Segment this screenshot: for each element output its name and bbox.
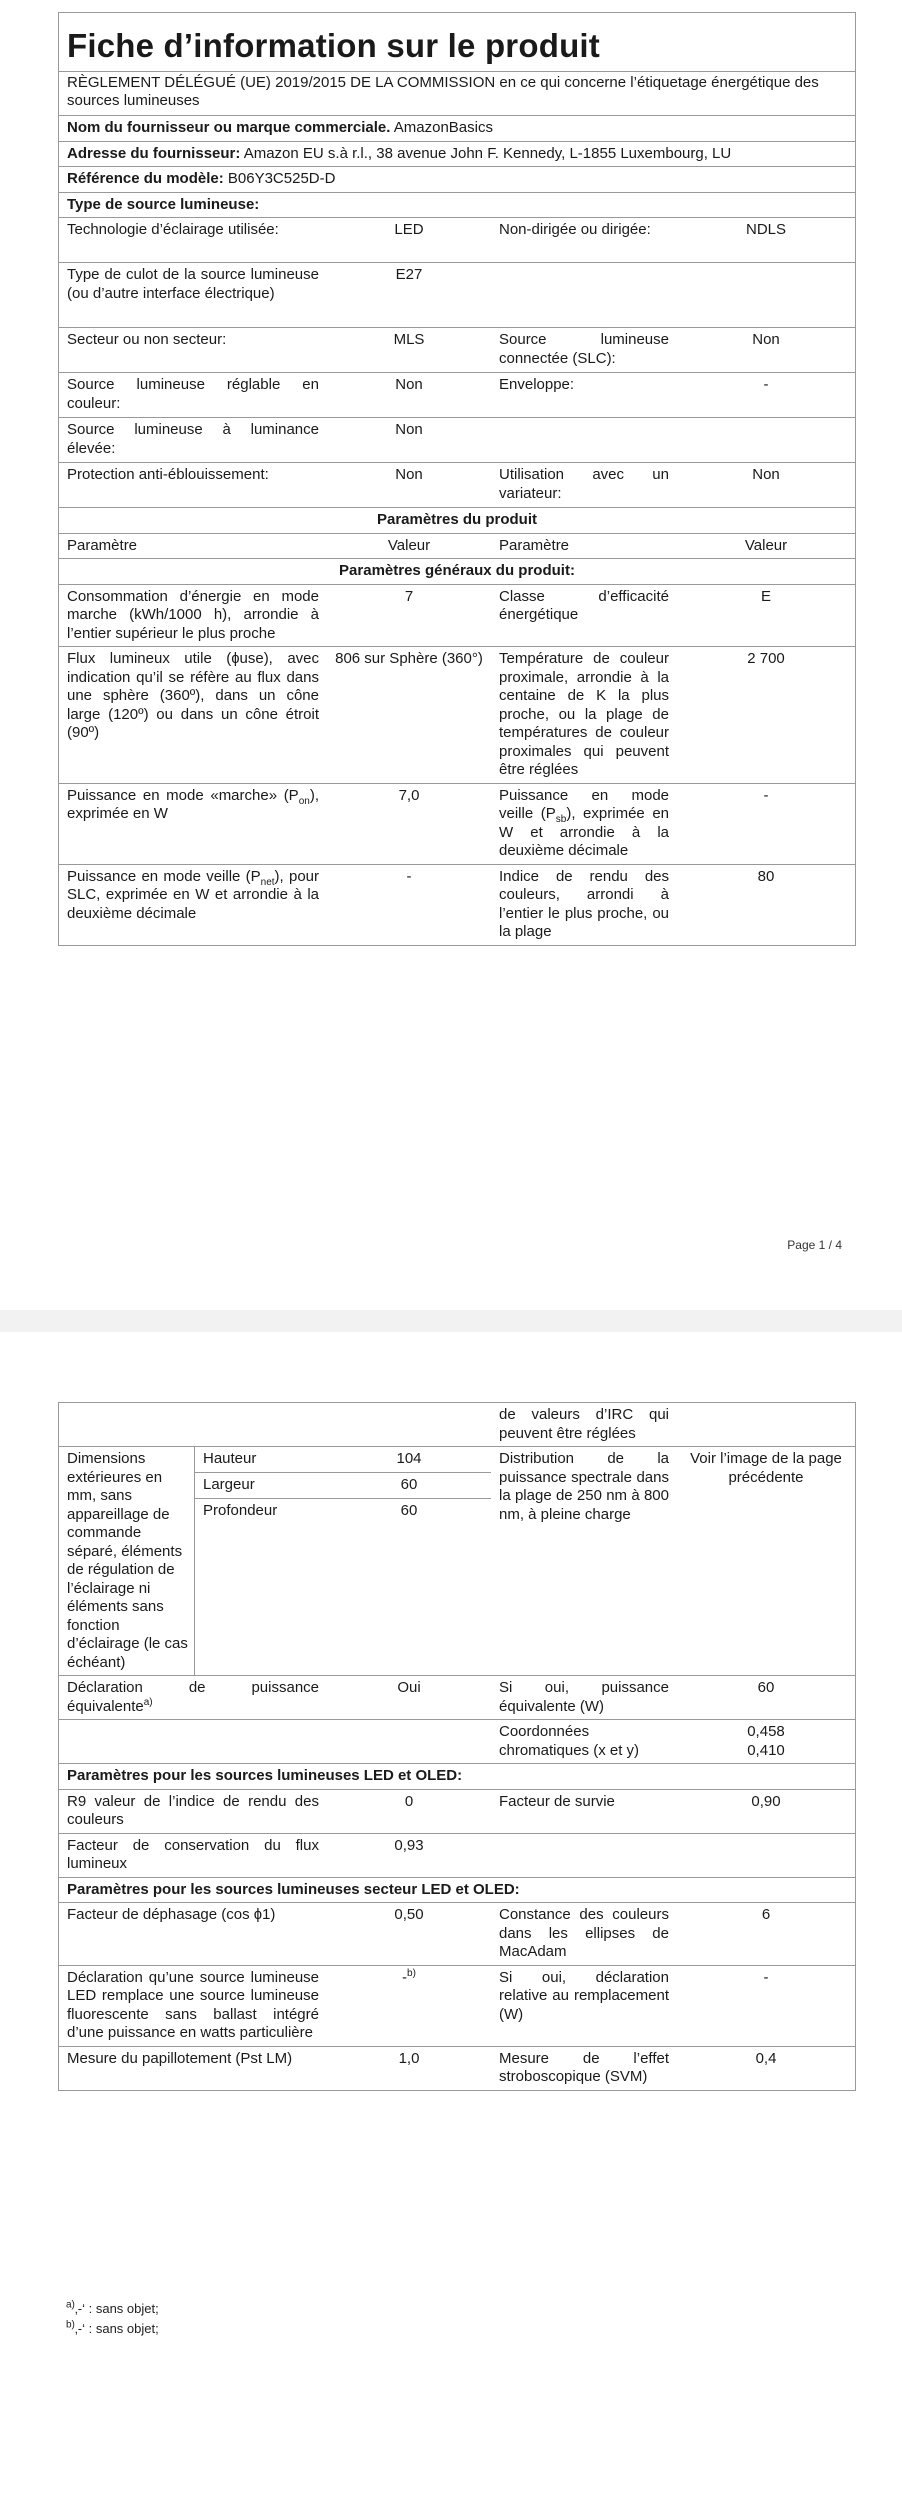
table-row <box>59 1719 855 1763</box>
regulation-subtitle: RÈGLEMENT DÉLÉGUÉ (UE) 2019/2015 DE LA COMMISSION en ce qui concerne l’étiquetage énergétique des sources lumineuses <box>67 74 819 109</box>
param-label <box>59 1720 327 1763</box>
param-label: Mesure de l’effet stroboscopique (SVM) <box>499 2049 669 2085</box>
param-value: 0,93 <box>394 1836 424 1854</box>
table-row <box>59 2046 855 2090</box>
dimension-row <box>195 1499 491 1524</box>
product-params-heading-row <box>59 507 855 533</box>
param-label: Puissance en mode veille $(P_{net})$, pour SLC, exprimée en W et arrondie à la deuxième décimale <box>67 867 319 922</box>
param-value: Oui <box>397 1679 421 1696</box>
param-value: -$^{b)}$ <box>402 1967 416 1986</box>
param-label: Déclaration de puissance équivalente$^{a)}$ <box>67 1679 319 1715</box>
param-label: Source lumineuse à luminance élevée: <box>67 421 319 457</box>
column-header-param: Paramètre <box>67 536 138 554</box>
param-value <box>327 1720 491 1763</box>
dimension-name: Profondeur <box>203 1502 278 1519</box>
dimension-name: Hauteur <box>203 1450 257 1467</box>
dimensions-row <box>59 1446 855 1675</box>
param-value <box>677 263 855 327</box>
param-value: 7,0 <box>398 786 420 804</box>
led-params-heading: Paramètres pour les sources lumineuses LED et OLED: <box>67 1767 463 1784</box>
dimension-value: 104 <box>396 1450 422 1467</box>
param-label <box>491 418 677 462</box>
param-value: 2 700 <box>747 650 785 667</box>
table-row <box>59 864 855 945</box>
param-label: Protection anti-éblouissement: <box>67 466 269 483</box>
param-value: 806 sur Sphère (360°) <box>335 650 483 667</box>
supplier-name-value: AmazonBasics <box>393 119 493 136</box>
model-reference-row <box>59 166 855 192</box>
param-value: 0,50 <box>394 1906 424 1923</box>
param-value: Non <box>395 376 423 393</box>
param-value <box>677 1834 855 1877</box>
mains-params-heading: Paramètres pour les sources lumineuses secteur LED et OLED: <box>67 1880 520 1898</box>
table-row <box>59 1675 855 1719</box>
param-label: Coordonnées chromatiques (x et y) <box>499 1723 640 1759</box>
param-label: Facteur de survie <box>499 1792 615 1810</box>
param-value: 1,0 <box>398 2049 420 2067</box>
param-label: Constance des couleurs dans les ellipses de MacAdam <box>499 1906 669 1960</box>
general-params-heading-row <box>59 558 855 584</box>
param-label: Type de culot de la source lumineuse (ou d’autre interface électrique) <box>67 266 319 302</box>
table-row <box>59 646 855 783</box>
supplier-address-row <box>59 141 855 167</box>
param-value: - <box>763 786 769 804</box>
param-value: - <box>763 376 769 393</box>
param-label: Puissance en mode «marche» $(P_{on})$, exprimée en W <box>67 786 319 822</box>
param-value: Non <box>752 331 780 348</box>
footnote: $^{a)}$‚-‘ : sans objet; <box>66 2299 159 2316</box>
param-label: Indice de rendu des couleurs, arrondi à l’entier le plus proche, ou la plage <box>499 867 669 940</box>
param-value: NDLS <box>745 221 786 238</box>
param-label: Puissance en mode veille $(P_{sb})$, exprimée en W et arrondie à la deuxième décimale <box>499 786 670 859</box>
mains-params-heading-row <box>59 1877 855 1903</box>
param-value: MLS <box>393 331 425 348</box>
param-value: 7 <box>404 587 414 605</box>
product-params-heading: Paramètres du produit <box>376 511 538 528</box>
supplier-name-label: Nom du fournisseur ou marque commerciale. <box>67 119 391 136</box>
footnote: $^{b)}$‚-‘ : sans objet; <box>66 2319 159 2336</box>
dimension-row <box>195 1447 491 1473</box>
led-params-heading-row <box>59 1763 855 1789</box>
supplier-address-value: Amazon EU s.à r.l., 38 avenue John F. Kennedy, L-1855 Luxembourg, LU <box>243 144 732 162</box>
source-type-heading: Type de source lumineuse: <box>67 195 260 213</box>
model-reference-label: Référence du modèle: <box>67 170 224 187</box>
param-value: - <box>406 867 412 885</box>
column-header-value: Valeur <box>744 536 788 554</box>
param-label: Mesure du papillotement (Pst LM) <box>67 2049 293 2067</box>
param-value: 0,458 0,410 <box>747 1723 785 1759</box>
table-row <box>59 1965 855 2046</box>
param-label: Flux lumineux utile (ɸuse), avec indication qu’il se réfère au flux dans une sphère (360º), dans un cône large (120º) ou dans un cône étroit (90º) <box>67 650 319 741</box>
page-number: Page 1 / 4 <box>787 1238 842 1252</box>
param-value: 60 <box>757 1679 775 1696</box>
param-label: R9 valeur de l’indice de rendu des couleurs <box>67 1792 319 1828</box>
table-row <box>59 372 855 417</box>
general-params-heading: Paramètres généraux du produit: <box>339 562 575 579</box>
column-header-value: Valeur <box>387 536 431 554</box>
param-label: Distribution de la puissance spectrale dans la plage de 250 nm à 800 nm, à pleine charge <box>499 1450 669 1523</box>
dimension-value: 60 <box>400 1502 418 1519</box>
param-label: Température de couleur proximale, arrondie à la centaine de K la plus proche, ou la plage de températures de couleur proximales qui peuvent être réglées <box>499 650 669 778</box>
table-row <box>59 462 855 507</box>
param-label: Source lumineuse réglable en couleur: <box>67 376 319 412</box>
column-header-row <box>59 533 855 559</box>
param-label: Si oui, puissance équivalente (W) <box>499 1679 669 1715</box>
param-value: 0,90 <box>751 1792 781 1810</box>
param-value: E <box>760 587 771 605</box>
table-row <box>59 1789 855 1833</box>
param-value: - <box>763 1968 769 1986</box>
param-value: LED <box>394 221 424 238</box>
table-row <box>59 584 855 647</box>
param-value <box>677 418 855 462</box>
dimension-value: 60 <box>400 1476 418 1493</box>
model-reference-value: B06Y3C525D-D <box>227 170 336 187</box>
page-separator <box>0 1310 902 1332</box>
param-label: de valeurs d’IRC qui peuvent être réglées <box>499 1406 669 1442</box>
param-label: Source lumineuse connectée (SLC): <box>499 331 669 367</box>
param-value: 0 <box>404 1792 414 1810</box>
param-label: Technologie d’éclairage utilisée: <box>67 221 279 238</box>
table-row <box>59 417 855 462</box>
supplier-name-row <box>59 115 855 141</box>
product-info-sheet <box>58 12 856 946</box>
param-label: Enveloppe: <box>499 376 575 393</box>
param-value: Non <box>395 466 423 483</box>
param-label <box>491 1834 677 1877</box>
param-value: Voir l’image de la page précédente <box>690 1450 842 1486</box>
dimension-row <box>195 1473 491 1499</box>
param-value: Non <box>395 421 423 438</box>
table-row <box>59 783 855 864</box>
param-value: 0,4 <box>755 2049 777 2067</box>
param-label: Facteur de conservation du flux lumineux <box>67 1836 319 1872</box>
table-row <box>59 1403 855 1446</box>
page-title: Fiche d’information sur le produit <box>59 13 855 72</box>
param-value: E27 <box>395 266 423 283</box>
param-label: Secteur ou non secteur: <box>67 331 227 348</box>
param-label <box>491 263 677 327</box>
table-row <box>59 1833 855 1877</box>
table-row <box>59 262 855 327</box>
table-row <box>59 327 855 372</box>
param-label: Consommation d’énergie en mode marche (kWh/1000 h), arrondie à l’entier supérieur le plus proche <box>67 587 319 642</box>
table-row <box>59 217 855 262</box>
param-value: 80 <box>757 867 775 885</box>
param-value: Non <box>752 466 780 483</box>
dimensions-grid <box>195 1447 491 1675</box>
table-row <box>59 1902 855 1965</box>
param-value: 6 <box>761 1906 771 1923</box>
column-header-param: Paramètre <box>499 536 570 554</box>
param-label: Non-dirigée ou dirigée: <box>499 221 651 238</box>
param-label: Déclaration qu’une source lumineuse LED remplace une source lumineuse fluorescente sans ballast intégré d’une puissance en watts particulière <box>67 1968 319 2041</box>
dimensions-label: Dimensions extérieures en mm, sans appareillage de commande séparé, éléments de régulation de l’éclairage ni éléments sans fonction d’éclairage (le cas échéant) <box>59 1447 195 1675</box>
document-page-2 <box>0 1332 902 2510</box>
supplier-address-label: Adresse du fournisseur: <box>67 144 241 162</box>
product-info-sheet-continued <box>58 1402 856 2091</box>
param-label: Facteur de déphasage (cos ɸ1) <box>67 1906 276 1923</box>
param-label: Utilisation avec un variateur: <box>499 466 669 502</box>
source-type-heading-row <box>59 192 855 218</box>
dimension-name: Largeur <box>203 1476 255 1493</box>
param-label: Classe d’efficacité énergétique <box>499 587 669 623</box>
param-label: Si oui, déclaration relative au remplacement (W) <box>499 1968 669 2023</box>
